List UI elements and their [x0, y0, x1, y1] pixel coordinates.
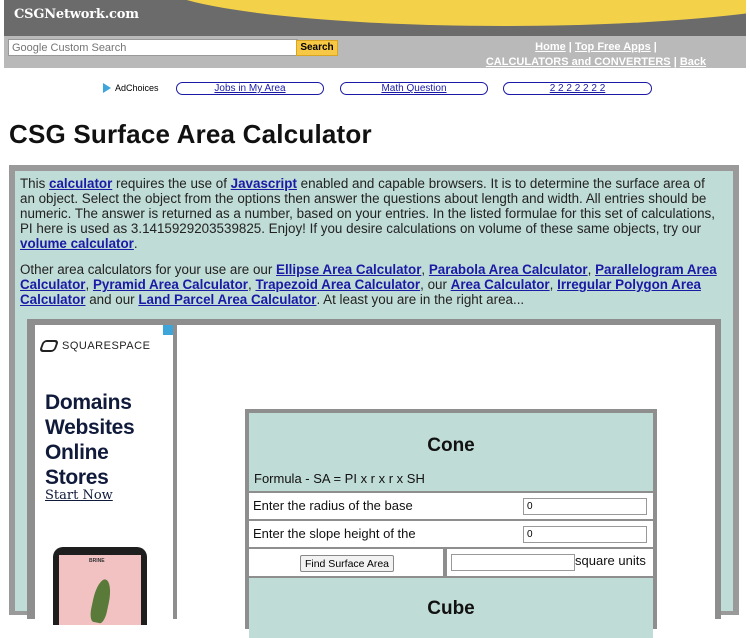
- cone-calculator: [245, 409, 657, 629]
- intro-text-span: and our: [85, 292, 139, 307]
- find-surface-area-button[interactable]: Find Surface Area: [300, 555, 394, 572]
- nav-separator: |: [568, 41, 572, 53]
- nav-calculators-link[interactable]: CALCULATORS and CONVERTERS: [485, 56, 671, 68]
- slope-height-cell: [447, 521, 653, 547]
- page-title: CSG Surface Area Calculator: [9, 119, 372, 149]
- cone-title: Cone: [427, 435, 475, 456]
- result-cell: [447, 549, 653, 576]
- ad-link-math[interactable]: Math Question: [340, 82, 488, 95]
- intro-text-span: . At least you are in the right area...: [316, 292, 525, 307]
- site-logo[interactable]: CSGNetwork.com: [14, 7, 139, 22]
- ad-headline-line: Domains: [45, 391, 132, 414]
- find-button-cell: [249, 549, 443, 576]
- ad-headline-line: Online: [45, 441, 109, 464]
- intro-text-span: Other area calculators for your use are our: [20, 262, 277, 277]
- plant-icon: [89, 578, 114, 624]
- adchoices-badge[interactable]: [103, 83, 159, 93]
- ad-headline: [45, 390, 134, 490]
- squarespace-brand: SQUARESPACE: [62, 340, 151, 352]
- calculator-link[interactable]: calculator: [49, 176, 113, 191]
- ad-start-now-link[interactable]: Start Now: [45, 488, 113, 503]
- search-button[interactable]: Search: [296, 40, 338, 56]
- pyramid-area-link[interactable]: Pyramid Area Calculator: [92, 277, 248, 292]
- intro-text-span: ,: [549, 277, 558, 292]
- main-box-inner: [15, 171, 733, 619]
- main-box: [9, 165, 739, 619]
- intro-text-span: ,: [587, 262, 596, 277]
- ad-headline-line: Websites: [45, 416, 135, 439]
- intro-text-span: requires the use of: [112, 176, 231, 191]
- area-calculator-link[interactable]: Area Calculator: [450, 277, 550, 292]
- javascript-link[interactable]: Javascript: [230, 176, 297, 191]
- adchoices-icon: [103, 83, 111, 93]
- adchoices-icon[interactable]: [163, 325, 173, 335]
- cube-header: [249, 578, 653, 638]
- slope-height-input[interactable]: [523, 526, 647, 543]
- cube-title: Cube: [427, 598, 475, 619]
- ellipse-area-link[interactable]: Ellipse Area Calculator: [276, 262, 422, 277]
- intro-paragraph-1: [20, 176, 722, 251]
- nav-top-apps-link[interactable]: Top Free Apps: [574, 41, 651, 53]
- calculator-panel: [177, 325, 715, 625]
- phone-screen: [59, 555, 141, 625]
- intro-text-span: .: [133, 236, 138, 251]
- ad-link-jobs[interactable]: Jobs in My Area: [176, 82, 324, 95]
- cone-formula: Formula - SA = PI x r x r x SH: [254, 471, 425, 486]
- intro-text-span: ,: [247, 277, 256, 292]
- top-nav: [476, 40, 716, 68]
- nav-back-link[interactable]: Back: [679, 56, 707, 68]
- intro-text-span: , our: [420, 277, 451, 292]
- nav-separator: |: [673, 56, 677, 68]
- header-swoosh: [154, 0, 746, 26]
- intro-text-span: enabled and capable browsers. It is to determine the surface area of an object. Select the object from the options then answer the questions about length and width. All entries should be numeric. The answer is returned as a number, based on your entries. In the listed formulae for this set of calculations, PI here is used as 3.1415929203539825. Enjoy! If you desire calculations on volume of these same objects, try our: [20, 176, 715, 236]
- calculator-frame: [27, 319, 721, 619]
- phone-image: [53, 547, 147, 625]
- volume-calculator-link[interactable]: volume calculator: [20, 236, 134, 251]
- ad-link-numbers[interactable]: 2 2 2 2 2 2 2: [503, 82, 652, 95]
- squarespace-logo: [41, 340, 150, 352]
- radius-label: Enter the radius of the base: [249, 493, 447, 519]
- slope-height-label: Enter the slope height of the: [249, 521, 447, 547]
- land-parcel-link[interactable]: Land Parcel Area Calculator: [138, 292, 317, 307]
- radius-input[interactable]: [523, 498, 647, 515]
- cone-header: [249, 413, 653, 491]
- intro-text-span: This: [20, 176, 50, 191]
- parabola-area-link[interactable]: Parabola Area Calculator: [428, 262, 588, 277]
- intro-text: [20, 176, 722, 318]
- ad-headline-line: Stores: [45, 466, 109, 489]
- parallelogram-area-link[interactable]: Parallelogram Area Calculator: [20, 262, 717, 292]
- nav-separator: |: [653, 41, 657, 53]
- phone-brand: BRINE: [89, 558, 105, 564]
- intro-text-span: ,: [85, 277, 93, 292]
- units-label: square units: [575, 553, 646, 568]
- trapezoid-area-link[interactable]: Trapezoid Area Calculator: [255, 277, 421, 292]
- irregular-polygon-link[interactable]: Irregular Polygon Area Calculator: [20, 277, 701, 307]
- ad-links-row: [0, 80, 750, 98]
- radius-cell: [447, 493, 653, 519]
- adchoices-label: AdChoices: [115, 83, 159, 93]
- nav-home-link[interactable]: Home: [535, 41, 566, 53]
- squarespace-mark-icon: [39, 340, 59, 352]
- search-input[interactable]: [8, 39, 298, 56]
- site-header: [4, 0, 746, 68]
- intro-text-span: ,: [421, 262, 429, 277]
- squarespace-ad[interactable]: [35, 325, 173, 625]
- intro-paragraph-2: [20, 262, 722, 307]
- result-output[interactable]: [451, 554, 575, 571]
- header-banner: [4, 0, 746, 36]
